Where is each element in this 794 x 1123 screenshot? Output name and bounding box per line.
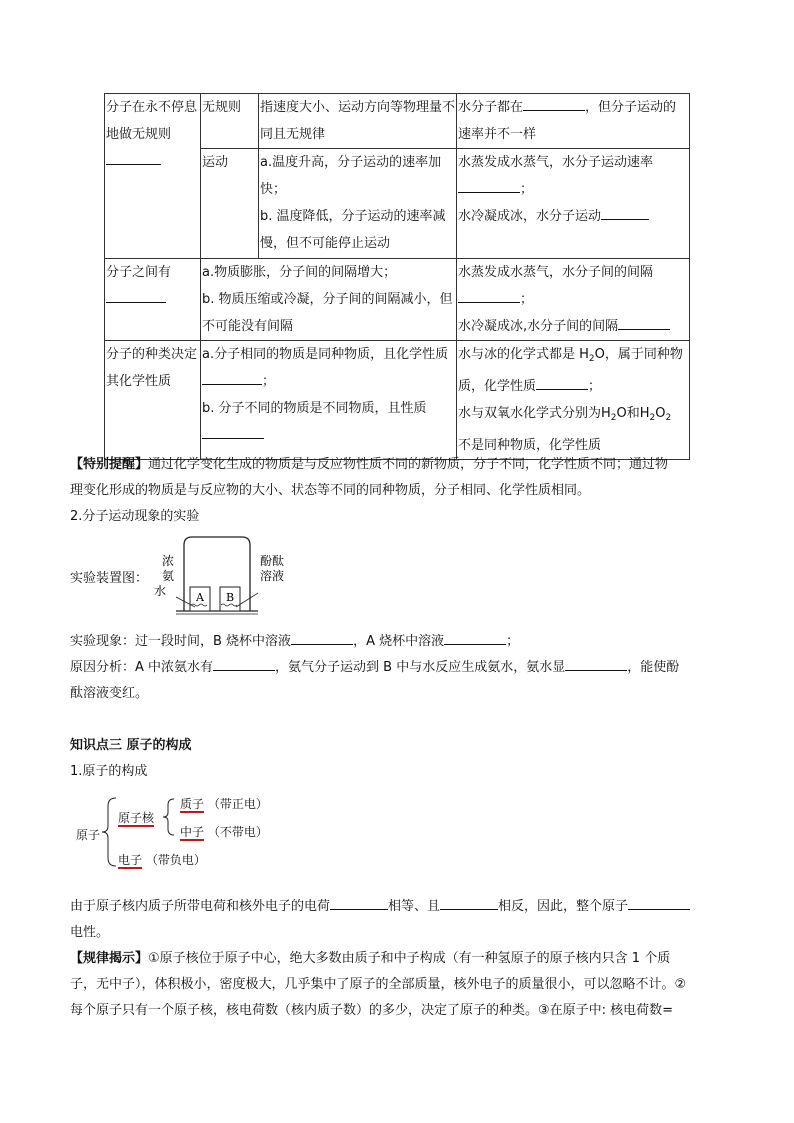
text: ，A 烧杯中溶液 [353,634,445,649]
cell-irregular-desc: 指速度大小、运动方向等物理量不同且无规律 [259,94,457,149]
subscript: 2 [588,354,595,364]
answer-blank[interactable] [601,205,649,220]
text: 由于原子核内质子所带电荷和核外电子的电荷 [70,899,331,914]
answer-blank[interactable] [458,178,520,193]
ammonia-label: 氨 [162,569,175,583]
cell-spacing-example [457,259,690,341]
subscript: 2 [665,413,672,423]
cell-text: a.温度升高，分子运动的速率加快； [260,155,442,197]
experiment-diagram [140,535,300,615]
cell-irregular: 无规则 [201,94,259,149]
cell-text: 水与双氧水化学式分别为H [458,406,611,421]
charge-sentence [70,894,730,920]
rule-text: ①原子核位于原子中心，绝大多数由质子和中子构成（有一种氢原子的原子核内只含 1 个质 [148,951,671,966]
proton-note: （带正电） [207,797,268,811]
phenomenon [70,629,730,655]
neutron-note: （不带电） [207,825,268,839]
answer-blank[interactable] [202,424,264,439]
answer-blank[interactable] [523,96,585,111]
text: 相等、且 [388,899,441,914]
answer-blank[interactable] [106,150,161,165]
electron-text: 电子 [118,853,143,867]
cell-text: a.物质膨胀，分子间的间隔增大； [202,265,397,280]
answer-blank[interactable] [291,630,353,645]
cell-text: 水冷凝成冰,水分子间的间隔 [458,319,619,334]
brace-icon [160,797,176,837]
answer-blank[interactable] [444,630,506,645]
beaker-a-label: A [196,591,204,604]
reason-line2: 酞溶液变红。 [70,686,149,701]
cell-kind: 分子的种类决定其化学性质 [105,341,201,460]
knowledge-table [104,93,690,460]
cell-kind-desc [201,341,457,460]
special-tip [70,452,730,478]
ammonia-label: 水 [154,584,167,598]
cell-text: O [655,406,666,421]
answer-blank[interactable] [202,370,262,385]
cell-motion: 运动 [201,149,259,259]
cell-text: 水冷凝成冰，水分子运动 [458,209,602,224]
cell-text: 水蒸发成水蒸气，水分子间的间隔 [458,265,654,280]
phenolphthalein-label: 酚酞 [260,554,285,568]
ammonia-label: 浓 [162,554,175,568]
cell-text: O，属于同种物质，化学性质 [458,347,683,394]
rule-label: 【规律揭示】 [70,951,149,966]
cell-text: ； [262,374,276,389]
neutron-text: 中子 [180,825,205,839]
rule-reveal [70,946,730,972]
cell-text: a.分子相同的物质是同种物质，且化学性质 [202,347,449,362]
cell-text: 水分子都在 [458,100,524,115]
subscript: 2 [649,413,656,423]
nucleus-text: 原子核 [118,811,155,825]
cell-text: ； [588,379,602,394]
cell-evaporation-example [457,149,690,259]
cell-text: ，但分子运动的速率并不一样 [458,100,677,142]
cell-text: b. 温度降低，分子运动的速率减慢，但不可能停止运动 [260,209,446,251]
answer-blank[interactable] [330,895,388,910]
beaker-b-label: B [226,591,235,604]
answer-blank[interactable] [440,895,498,910]
answer-blank[interactable] [628,895,690,910]
cell-text: ； [520,182,534,197]
neutron-row [180,823,268,840]
answer-blank[interactable] [618,315,670,330]
text: ； [506,634,520,649]
cell-text: 分子之间有 [106,265,172,280]
text: ，能使酚 [627,660,680,675]
subsection-title: 1.原子的构成 [70,764,148,779]
electron-note: （带负电） [145,853,206,867]
tip-text-line2: 理变化形成的物质是与反应物的大小、状态等不同的同种物质，分子相同、化学性质相同。 [70,483,591,498]
subscript: 2 [610,413,617,423]
brace-icon [100,796,120,868]
cell-text: 水与冰的化学式都是 H [458,347,589,362]
cell-kind-example [457,341,690,460]
cell-text: 水蒸发成水蒸气，水分子运动速率 [458,155,654,170]
charge-sentence-end: 电性。 [70,925,110,940]
proton-row [180,795,268,812]
cell-text: O和H [616,406,650,421]
section-heading: 知识点三 原子的构成 [70,738,192,753]
cell-text: b. 物质压缩或冷凝，分子间的间隔减小，但不可能没有间隔 [202,292,453,334]
answer-blank[interactable] [106,288,166,303]
nucleus-label [118,809,154,826]
cell-random-motion [105,94,201,259]
cell-text: 分子在永不停息地做无规则 [106,100,198,142]
text: ，氨气分子运动到 B 中与水反应生成氨水，氨水显 [275,660,566,675]
electron-row [118,851,206,868]
answer-blank[interactable] [565,656,627,671]
answer-blank[interactable] [213,656,275,671]
tip-label: 【特别提醒】 [70,457,149,472]
answer-blank[interactable] [458,288,520,303]
rule-text-line3: 每个原子只有一个原子核，核电荷数（核内质子数）的多少，决定了原子的种类。③在原子中: 核电荷数= [70,1003,674,1018]
cell-spacing [105,259,201,341]
rule-text-line2: 子，无中子），体积极小，密度极大，几乎集中了原子的全部质量，核外电子的质量很小，可以忽略不计。② [70,977,687,992]
proton-text: 质子 [180,797,205,811]
answer-blank[interactable] [536,375,588,390]
text: 实验现象：过一段时间，B 烧杯中溶液 [70,634,292,649]
section-title: 2.分子运动现象的实验 [70,509,200,524]
cell-text: b. 分子不同的物质是不同物质，且性质 [202,401,427,416]
text: 相反，因此，整个原子 [498,899,629,914]
text: 原因分析：A 中浓氨水有 [70,660,214,675]
cell-text: ； [520,292,534,307]
cell-text: 不是同种物质，化学性质 [458,438,602,453]
phenolphthalein-label: 溶液 [260,569,285,583]
cell-temperature [259,149,457,259]
tip-text: 通过化学变化生成的物质是与反应物性质不同的新物质，分子不同，化学性质不同；通过物 [148,457,669,472]
device-label: 实验装置图： [70,571,149,586]
atom-label: 原子 [76,828,101,842]
cell-water-example [457,94,690,149]
cell-spacing-desc [201,259,457,341]
reason [70,655,730,681]
